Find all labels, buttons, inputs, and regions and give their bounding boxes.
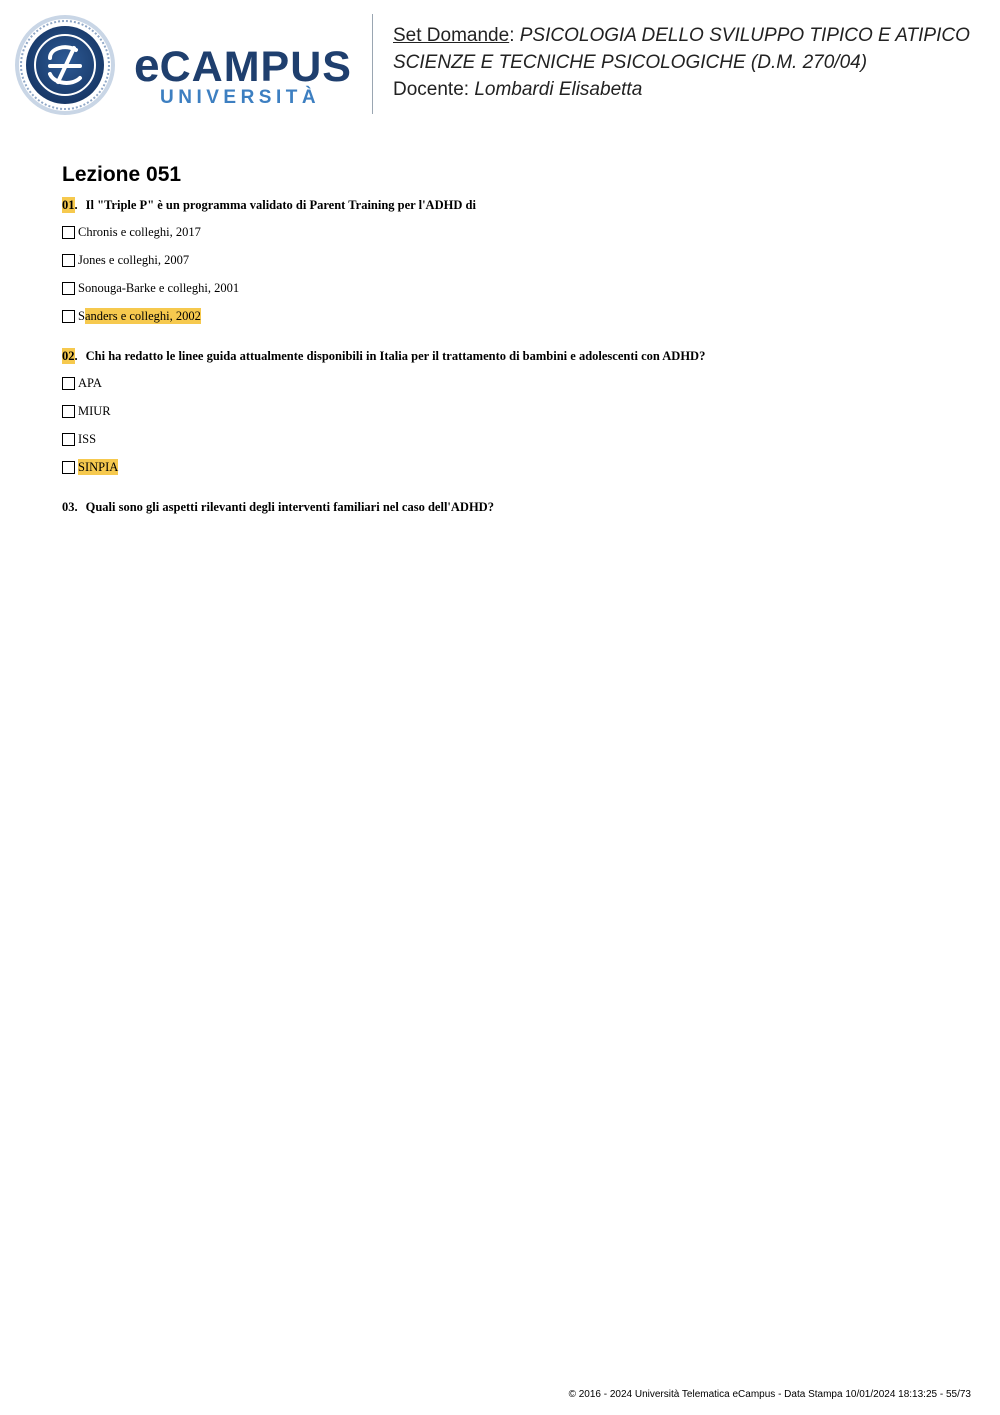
- question-number-dot: .: [74, 198, 78, 212]
- course-line: [393, 22, 970, 49]
- answer-text: Sonouga-Barke e colleghi, 2001: [78, 281, 240, 295]
- question-number-dot: .: [74, 500, 78, 514]
- answer-option-correct[interactable]: [62, 459, 118, 475]
- question-number-value: 03: [62, 500, 75, 514]
- teacher-name: Lombardi Elisabetta: [474, 79, 643, 100]
- page-footer: © 2016 - 2024 Università Telematica eCampus - Data Stampa 10/01/2024 18:13:25 - 55/73: [568, 1389, 971, 1400]
- question-01: [62, 197, 476, 213]
- question-number: [62, 197, 75, 213]
- answer-option[interactable]: [62, 403, 111, 419]
- answer-option[interactable]: [62, 375, 102, 391]
- answer-option[interactable]: [62, 280, 239, 296]
- answer-option[interactable]: [62, 252, 189, 268]
- wordmark-prefix: e: [134, 39, 160, 91]
- answer-text-highlighted: anders e colleghi, 2002: [84, 309, 201, 323]
- header-info: [393, 22, 970, 103]
- answer-text: ISS: [78, 432, 97, 446]
- question-number-dot: .: [74, 349, 78, 363]
- ecampus-subtitle: UNIVERSITÀ: [160, 87, 321, 108]
- wordmark-text: CAMPUS: [159, 43, 352, 91]
- answer-checkbox[interactable]: [62, 433, 75, 446]
- lesson-title: Lezione 051: [62, 163, 182, 186]
- answer-checkbox[interactable]: [62, 377, 75, 390]
- answer-checkbox[interactable]: [62, 282, 75, 295]
- answer-option[interactable]: [62, 431, 96, 447]
- answer-checkbox[interactable]: [62, 405, 75, 418]
- answer-checkbox[interactable]: [62, 310, 75, 323]
- question-text: Il "Triple P" è un programma validato di Parent Training per l'ADHD di: [85, 198, 476, 212]
- question-text: Chi ha redatto le linee guida attualmente disponibili in Italia per il trattamento di bambini e adolescenti con ADHD?: [85, 349, 706, 363]
- ecampus-wordmark: [134, 39, 352, 91]
- teacher-label: Docente:: [393, 79, 470, 100]
- answer-checkbox[interactable]: [62, 461, 75, 474]
- answer-text-highlighted: SINPIA: [78, 460, 119, 474]
- question-02: [62, 348, 705, 364]
- degree-line: [393, 49, 970, 76]
- answer-option-correct[interactable]: [62, 308, 201, 324]
- answer-text: Chronis e colleghi, 2017: [78, 225, 201, 239]
- answer-text: MIUR: [78, 404, 111, 418]
- degree-title: SCIENZE E TECNICHE PSICOLOGICHE (D.M. 270/04): [393, 52, 868, 73]
- question-number: [62, 348, 75, 364]
- teacher-line: [393, 76, 970, 103]
- answer-checkbox[interactable]: [62, 226, 75, 239]
- question-number: [62, 499, 75, 515]
- question-number-value: 02: [62, 349, 75, 363]
- set-separator: :: [509, 25, 515, 46]
- question-number-value: 01: [62, 198, 75, 212]
- set-label: Set Domande: [393, 25, 510, 46]
- question-text: Quali sono gli aspetti rilevanti degli interventi familiari nel caso dell'ADHD?: [85, 500, 494, 514]
- answer-text-prefix: S: [78, 309, 85, 323]
- header-divider: [372, 14, 373, 114]
- question-03: [62, 499, 494, 515]
- answer-option[interactable]: [62, 224, 201, 240]
- answer-text: Jones e colleghi, 2007: [78, 253, 190, 267]
- ecampus-seal-logo: [14, 14, 116, 116]
- page-header: [0, 0, 1000, 130]
- answer-text: APA: [78, 376, 102, 390]
- answer-checkbox[interactable]: [62, 254, 75, 267]
- course-title: PSICOLOGIA DELLO SVILUPPO TIPICO E ATIPICO: [519, 25, 970, 46]
